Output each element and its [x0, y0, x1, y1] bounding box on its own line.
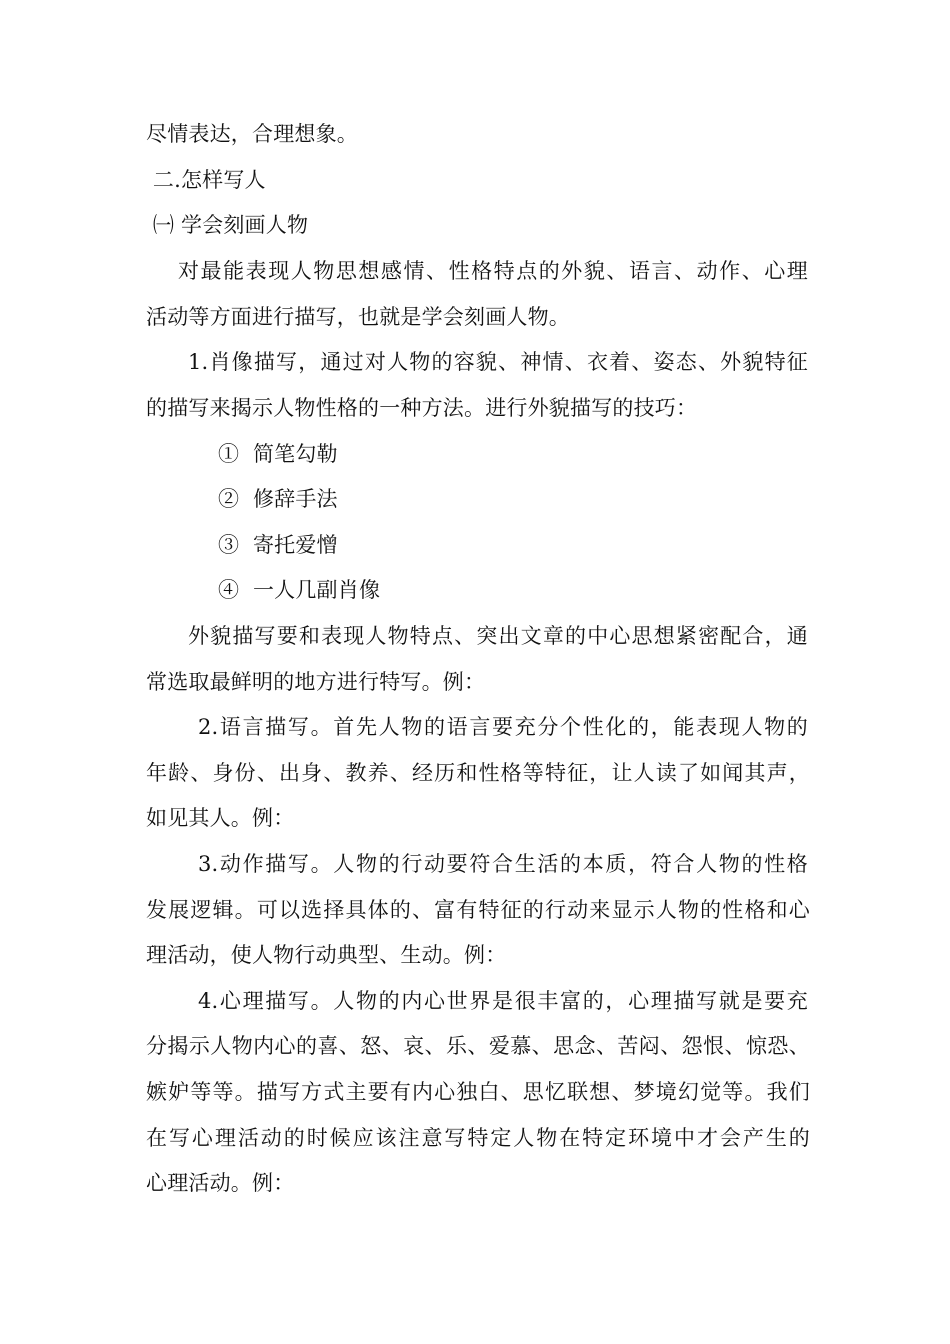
- subsection-heading: ㈠ 学会刻画人物: [146, 213, 309, 237]
- text-line: 对最能表现人物思想感情、性格特点的外貌、语言、动作、心理: [178, 259, 808, 283]
- text-line: 外貌描写要和表现人物特点、突出文章的中心思想紧密配合，通: [188, 624, 808, 648]
- text-line: 常选取最鲜明的地方进行特写。例：: [146, 670, 486, 694]
- list-item: ④ 一人几副肖像: [218, 578, 381, 602]
- text-line: 如见其人。例：: [146, 806, 295, 830]
- text-line: 在写心理活动的时候应该注意写特定人物在特定环境中才会产生的: [146, 1126, 810, 1150]
- text-line: 活动等方面进行描写，也就是学会刻画人物。: [146, 305, 570, 329]
- text-line: 尽情表达，合理想象。: [146, 122, 358, 146]
- text-line: 年龄、身份、出身、教养、经历和性格等特征，让人读了如闻其声，: [146, 761, 810, 785]
- text-line: 3.动作描写。人物的行动要符合生活的本质，符合人物的性格: [198, 852, 808, 876]
- text-line: 理活动，使人物行动典型、生动。例：: [146, 943, 507, 967]
- list-item: ① 简笔勾勒: [218, 442, 338, 466]
- list-item: ② 修辞手法: [218, 487, 338, 511]
- text-line: 发展逻辑。可以选择具体的、富有特征的行动来显示人物的性格和心: [146, 898, 810, 922]
- list-item: ③ 寄托爱憎: [218, 533, 338, 557]
- text-line: 的描写来揭示人物性格的一种方法。进行外貌描写的技巧：: [146, 396, 698, 420]
- text-line: 分揭示人物内心的喜、怒、哀、乐、爱慕、思念、苦闷、怨恨、惊恐、: [146, 1034, 810, 1058]
- text-line: 1.肖像描写，通过对人物的容貌、神情、衣着、姿态、外貌特征: [188, 350, 808, 374]
- section-heading: 二.怎样写人: [146, 168, 266, 192]
- text-line: 4.心理描写。人物的内心世界是很丰富的，心理描写就是要充: [198, 989, 808, 1013]
- text-line: 嫉妒等等。描写方式主要有内心独白、思忆联想、梦境幻觉等。我们: [146, 1080, 810, 1104]
- text-line: 2.语言描写。首先人物的语言要充分个性化的，能表现人物的: [198, 715, 808, 739]
- text-line: 心理活动。例：: [146, 1171, 295, 1195]
